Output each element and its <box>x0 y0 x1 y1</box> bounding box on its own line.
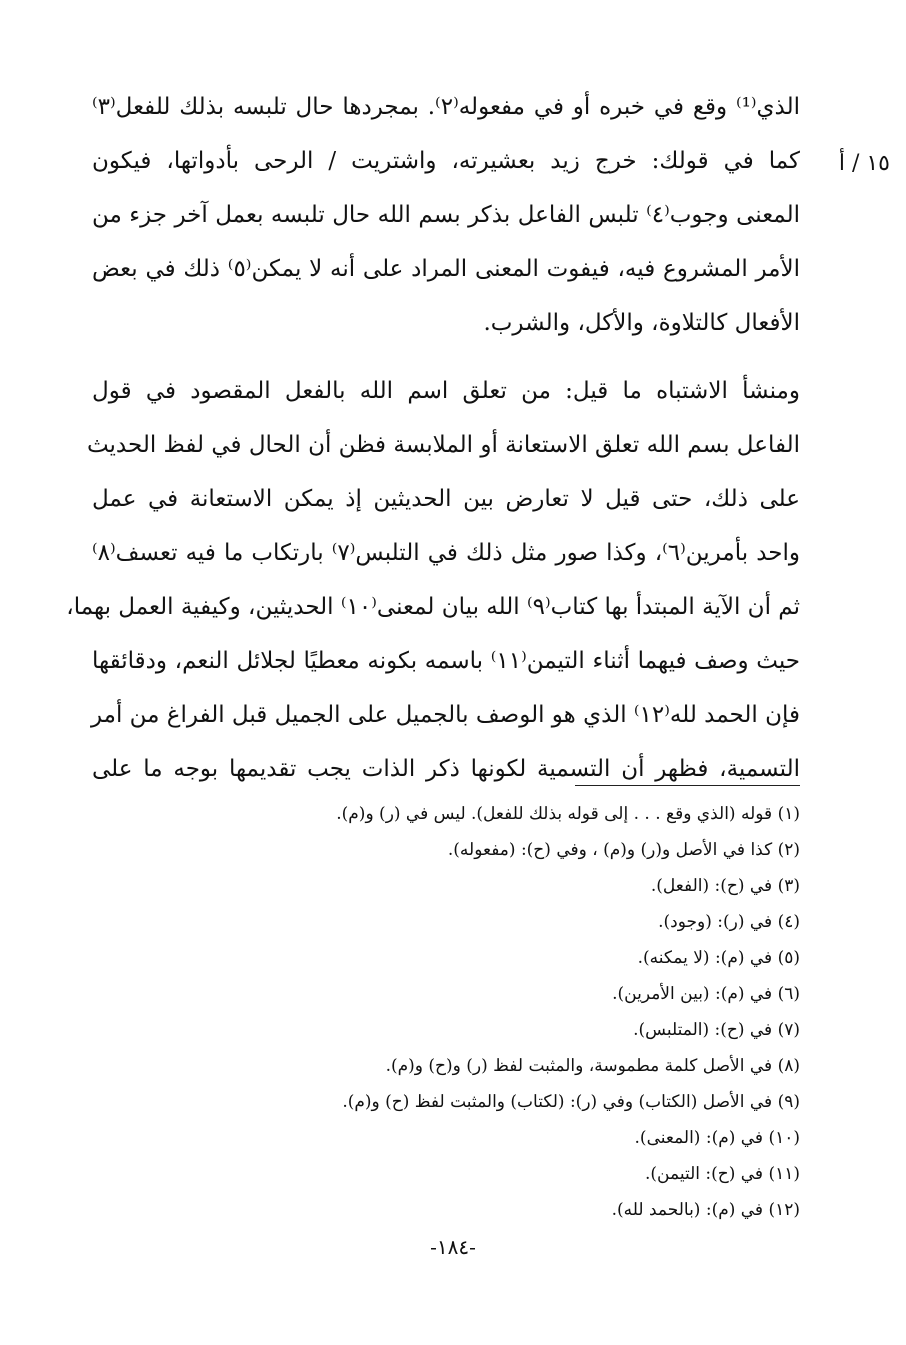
text-line: كما في قولك: خرج زيد بعشيرته، واشتريت / الرحى بأدواتها، فيكون <box>92 148 800 174</box>
folio-marker: ١٥ / أ <box>838 151 890 176</box>
footnote: (٣) في (ح): (الفعل). <box>650 876 800 896</box>
footnote: (١٠) في (م): (المعنى). <box>634 1128 800 1148</box>
text-line: فإن الحمد لله⁽١٢⁾ الذي هو الوصف بالجميل على الجميل قبل الفراغ من أمر <box>90 702 800 728</box>
footnote: (٢) كذا في الأصل و(ر) و(م) ، وفي (ح): (مفعوله). <box>447 840 800 860</box>
footnote: (٩) في الأصل (الكتاب) وفي (ر): (لكتاب) والمثبت لفظ (ح) و(م). <box>342 1092 800 1112</box>
paragraph <box>92 80 800 350</box>
text-line: الفاعل بسم الله تعلق الاستعانة أو الملابسة فظن أن الحال في لفظ الحديث <box>86 432 800 458</box>
footnote: (٤) في (ر): (وجود). <box>658 912 800 932</box>
text-line: واحد بأمرين⁽٦⁾، وكذا صور مثل ذلك في التلبس⁽٧⁾ بارتكاب ما فيه تعسف⁽٨⁾ <box>92 540 800 566</box>
footnote: (١١) في (ح): التيمن). <box>645 1164 800 1184</box>
footnote: (٦) في (م): (بين الأمرين). <box>612 984 800 1004</box>
footnote: (١) قوله (الذي وقع . . . إلى قوله بذلك للفعل). ليس في (ر) و(م). <box>336 804 800 824</box>
text-line: التسمية، فظهر أن التسمية لكونها ذكر الذات يجب تقديمها بوجه ما على <box>92 756 800 782</box>
page-number: -١٨٤- <box>430 1235 476 1259</box>
footnote: (١٢) في (م): (بالحمد لله). <box>611 1200 800 1220</box>
paragraph-gap <box>92 350 800 364</box>
text-line: الذي⁽¹⁾ وقع في خبره أو في مفعوله⁽٢⁾. بمجردها حال تلبسه بذلك للفعل⁽٣⁾ <box>92 94 800 120</box>
footnote: (٥) في (م): (لا يمكنه). <box>637 948 800 968</box>
paragraph <box>66 364 800 796</box>
text-line: الأمر المشروع فيه، فيفوت المعنى المراد على أنه لا يمكن⁽٥⁾ ذلك في بعض <box>92 256 800 282</box>
text-line: الأفعال كالتلاوة، والأكل، والشرب. <box>483 310 800 336</box>
text-line: ثم أن الآية المبتدأ بها كتاب⁽٩⁾ الله بيان لمعنى⁽١٠⁾ الحديثين، وكيفية العمل بهما، <box>66 594 800 620</box>
text-line: ومنشأ الاشتباه ما قيل: من تعلق اسم الله بالفعل المقصود في قول <box>92 378 800 404</box>
footnote-separator <box>575 785 800 786</box>
text-line: المعنى وجوب⁽٤⁾ تلبس الفاعل بذكر بسم الله حال تلبسه بعمل آخر جزء من <box>92 202 800 228</box>
footnotes <box>240 796 800 1228</box>
text-line: على ذلك، حتى قيل لا تعارض بين الحديثين إذ يمكن الاستعانة في عمل <box>92 486 800 512</box>
main-text <box>66 80 800 796</box>
footnote: (٧) في (ح): (المتلبس). <box>633 1020 800 1040</box>
footnote: (٨) في الأصل كلمة مطموسة، والمثبت لفظ (ر) و(ح) و(م). <box>385 1056 800 1076</box>
text-line: حيث وصف فيهما أثناء التيمن⁽١١⁾ باسمه بكونه معطيًا لجلائل النعم، ودقائقها <box>92 648 800 674</box>
